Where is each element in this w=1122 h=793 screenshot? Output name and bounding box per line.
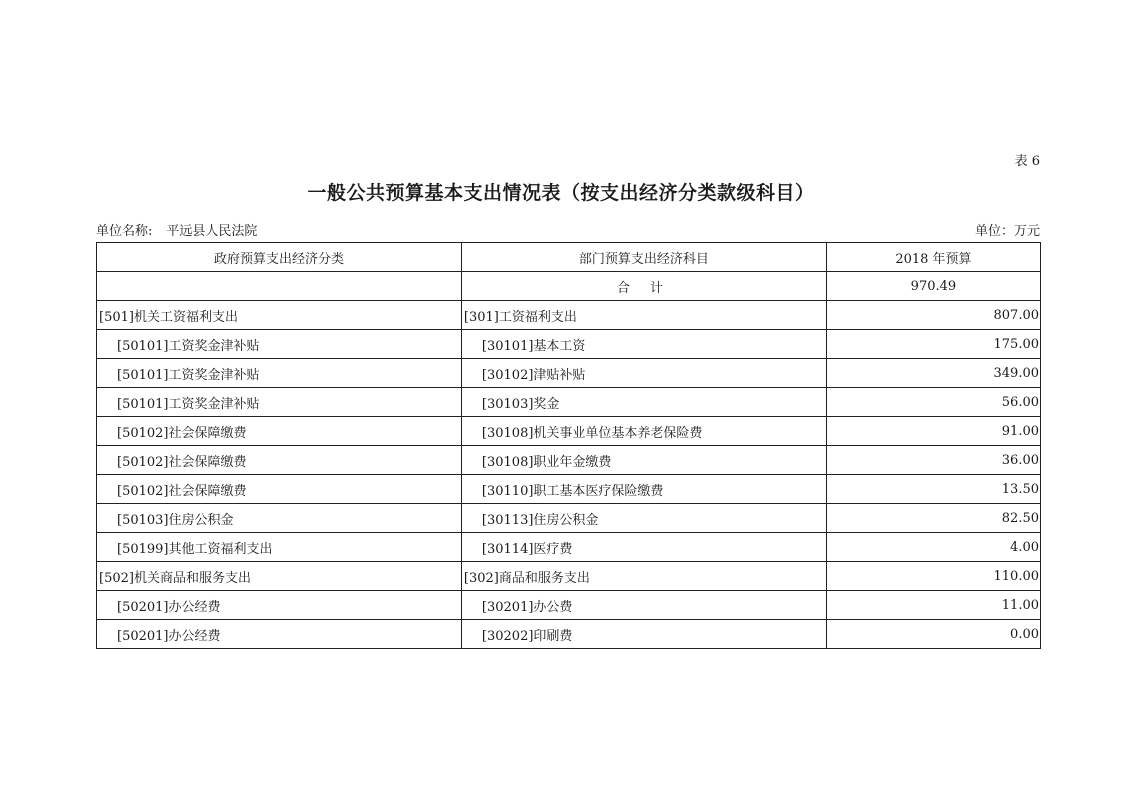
table-row xyxy=(97,591,1041,620)
header-dept-subject: 部门预算支出经济科目 xyxy=(461,243,826,272)
amount-cell: 56.00 xyxy=(826,388,1040,417)
table-row xyxy=(97,446,1041,475)
amount-cell: 175.00 xyxy=(826,330,1040,359)
dept-subject-cell: [301]工资福利支出 xyxy=(461,301,826,330)
table-row xyxy=(97,504,1041,533)
amount-cell: 13.50 xyxy=(826,475,1040,504)
gov-classification-cell: [50199]其他工资福利支出 xyxy=(97,533,462,562)
table-row xyxy=(97,301,1041,330)
table-number-label: 表 6 xyxy=(1014,154,1040,169)
gov-classification-cell: [501]机关工资福利支出 xyxy=(97,301,462,330)
gov-classification-cell: [50102]社会保障缴费 xyxy=(97,446,462,475)
header-budget-2018: 2018 年预算 xyxy=(826,243,1040,272)
table-header-row xyxy=(97,243,1041,272)
currency-unit-label: 单位：万元 xyxy=(974,224,1040,239)
total-empty-cell xyxy=(97,272,462,301)
table-body xyxy=(97,272,1041,649)
budget-expenditure-table xyxy=(96,242,1041,649)
gov-classification-cell: [50201]办公经费 xyxy=(97,620,462,649)
table-row xyxy=(97,388,1041,417)
gov-classification-cell: [50101]工资奖金津补贴 xyxy=(97,388,462,417)
unit-name-label: 单位名称: xyxy=(96,224,153,239)
table-row xyxy=(97,330,1041,359)
gov-classification-cell: [50102]社会保障缴费 xyxy=(97,475,462,504)
dept-subject-cell: [30202]印刷费 xyxy=(461,620,826,649)
table-row xyxy=(97,562,1041,591)
gov-classification-cell: [50103]住房公积金 xyxy=(97,504,462,533)
amount-cell: 110.00 xyxy=(826,562,1040,591)
table-row xyxy=(97,533,1041,562)
dept-subject-cell: [302]商品和服务支出 xyxy=(461,562,826,591)
amount-cell: 349.00 xyxy=(826,359,1040,388)
document-title: 一般公共预算基本支出情况表（按支出经济分类款级科目） xyxy=(307,182,815,204)
unit-name-value: 平远县人民法院 xyxy=(166,224,258,239)
amount-cell: 91.00 xyxy=(826,417,1040,446)
dept-subject-cell: [30114]医疗费 xyxy=(461,533,826,562)
amount-cell: 36.00 xyxy=(826,446,1040,475)
dept-subject-cell: [30102]津贴补贴 xyxy=(461,359,826,388)
table-row xyxy=(97,417,1041,446)
gov-classification-cell: [50201]办公经费 xyxy=(97,591,462,620)
gov-classification-cell: [50102]社会保障缴费 xyxy=(97,417,462,446)
gov-classification-cell: [50101]工资奖金津补贴 xyxy=(97,330,462,359)
table-row xyxy=(97,475,1041,504)
total-label: 合 计 xyxy=(461,272,826,301)
dept-subject-cell: [30201]办公费 xyxy=(461,591,826,620)
amount-cell: 11.00 xyxy=(826,591,1040,620)
unit-name-block xyxy=(96,220,257,239)
dept-subject-cell: [30101]基本工资 xyxy=(461,330,826,359)
dept-subject-cell: [30108]职业年金缴费 xyxy=(461,446,826,475)
dept-subject-cell: [30103]奖金 xyxy=(461,388,826,417)
total-row xyxy=(97,272,1041,301)
amount-cell: 0.00 xyxy=(826,620,1040,649)
total-value: 970.49 xyxy=(826,272,1040,301)
meta-row xyxy=(96,220,1040,238)
amount-cell: 82.50 xyxy=(826,504,1040,533)
dept-subject-cell: [30113]住房公积金 xyxy=(461,504,826,533)
table-row xyxy=(97,359,1041,388)
table-row xyxy=(97,620,1041,649)
dept-subject-cell: [30108]机关事业单位基本养老保险费 xyxy=(461,417,826,446)
gov-classification-cell: [50101]工资奖金津补贴 xyxy=(97,359,462,388)
amount-cell: 807.00 xyxy=(826,301,1040,330)
header-gov-classification: 政府预算支出经济分类 xyxy=(97,243,462,272)
gov-classification-cell: [502]机关商品和服务支出 xyxy=(97,562,462,591)
dept-subject-cell: [30110]职工基本医疗保险缴费 xyxy=(461,475,826,504)
amount-cell: 4.00 xyxy=(826,533,1040,562)
